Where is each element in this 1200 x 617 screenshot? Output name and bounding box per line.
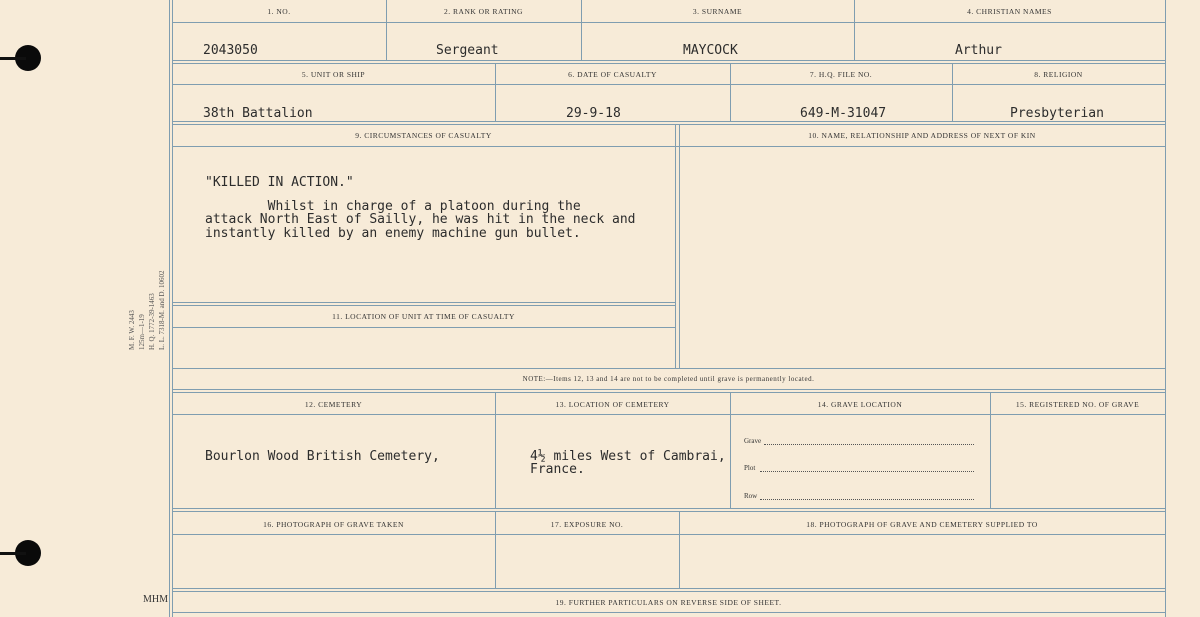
rule [172, 511, 1165, 512]
form-code-4: L. L. 7318-M. and D. 10602 [158, 270, 166, 350]
cemetery-location-line-2: France. [530, 462, 585, 477]
location-cemetery-header: 13. LOCATION OF CEMETERY [555, 400, 670, 409]
photo-taken-header: 16. PHOTOGRAPH OF GRAVE TAKEN [263, 520, 404, 529]
service-number: 2043050 [203, 43, 258, 58]
rule [172, 60, 1165, 61]
rule [1165, 0, 1166, 617]
rule [172, 389, 1165, 390]
hole-tick-top [0, 57, 26, 60]
left-border-inner [169, 0, 170, 617]
form-code-1: M. F. W. 2443 [128, 310, 136, 350]
circumstances-header: 9. CIRCUMSTANCES OF CASUALTY [355, 131, 492, 140]
no-header: 1. NO. [267, 7, 291, 16]
circumstances-line-4: instantly killed by an enemy machine gun bullet. [205, 226, 581, 241]
rule [172, 84, 1165, 85]
registered-no-header: 15. REGISTERED NO. OF GRAVE [1015, 400, 1140, 409]
row-label: Row [744, 492, 758, 500]
form-code-3: H. Q. 1772-39-1463 [148, 293, 156, 350]
hq-file-value: 649-M-31047 [800, 106, 887, 121]
surname-header: 3. SURNAME [692, 7, 743, 16]
cemetery-value: Bourlon Wood British Cemetery, [205, 449, 440, 464]
grave-dots [764, 443, 974, 445]
rule [990, 392, 991, 508]
hole-tick-bottom [0, 552, 26, 555]
rule [172, 302, 675, 303]
rule [172, 414, 1165, 415]
rule [172, 146, 1165, 147]
hq-file-header: 7. H.Q. FILE NO. [809, 70, 873, 79]
rule [172, 305, 675, 306]
further-particulars: 19. FURTHER PARTICULARS ON REVERSE SIDE OF SHEET. [555, 598, 782, 607]
date-value: 29-9-18 [566, 106, 621, 121]
rule [172, 612, 1165, 613]
rule [172, 327, 675, 328]
christian-names-header: 4. CHRISTIAN NAMES [967, 7, 1052, 16]
rule [172, 392, 1165, 393]
circumstances-line-3: attack North East of Sailly, he was hit in the neck and [205, 212, 636, 227]
rule [172, 534, 1165, 535]
rule [172, 368, 1165, 369]
rule [675, 124, 676, 368]
unit-header: 5. UNIT OR SHIP [301, 70, 366, 79]
initials: MHM [143, 594, 169, 605]
rule [172, 22, 1165, 23]
rule [679, 124, 680, 368]
rule [172, 588, 1165, 589]
rule [730, 392, 731, 508]
row-dots [760, 498, 974, 500]
cemetery-location-line-1: 4½ miles West of Cambrai, [530, 449, 726, 464]
circumstances-line-2: Whilst in charge of a platoon during the [205, 199, 581, 214]
cemetery-header: 12. CEMETERY [304, 400, 363, 409]
grave-location-header: 14. GRAVE LOCATION [817, 400, 903, 409]
next-of-kin-header: 10. NAME, RELATIONSHIP AND ADDRESS OF NEXT OF KIN [808, 131, 1036, 140]
rule [172, 63, 1165, 64]
note-text: NOTE:—Items 12, 13 and 14 are not to be completed until grave is permanently located. [522, 375, 815, 383]
religion-header: 8. RELIGION [1034, 70, 1083, 79]
rule [172, 121, 1165, 122]
plot-label: Plot [744, 464, 756, 472]
plot-dots [760, 470, 974, 472]
rank-value: Sergeant [436, 43, 499, 58]
rule [495, 392, 496, 508]
form-code-2: 125m—1-19 [138, 314, 146, 350]
unit-value: 38th Battalion [203, 106, 313, 121]
date-header: 6. DATE OF CASUALTY [568, 70, 657, 79]
grave-label: Grave [744, 437, 762, 445]
christian-names-value: Arthur [955, 43, 1002, 58]
circumstances-line-1: "KILLED IN ACTION." [205, 175, 354, 190]
surname-value: MAYCOCK [683, 43, 738, 58]
exposure-header: 17. EXPOSURE NO. [550, 520, 624, 529]
religion-value: Presbyterian [1010, 106, 1104, 121]
photo-supplied-header: 18. PHOTOGRAPH OF GRAVE AND CEMETERY SUPPLIED TO [806, 520, 1038, 529]
rank-header: 2. RANK OR RATING [444, 7, 523, 16]
rule [172, 124, 1165, 125]
rule [172, 591, 1165, 592]
location-unit-header: 11. LOCATION OF UNIT AT TIME OF CASUALTY [332, 312, 515, 321]
rule [172, 508, 1165, 509]
